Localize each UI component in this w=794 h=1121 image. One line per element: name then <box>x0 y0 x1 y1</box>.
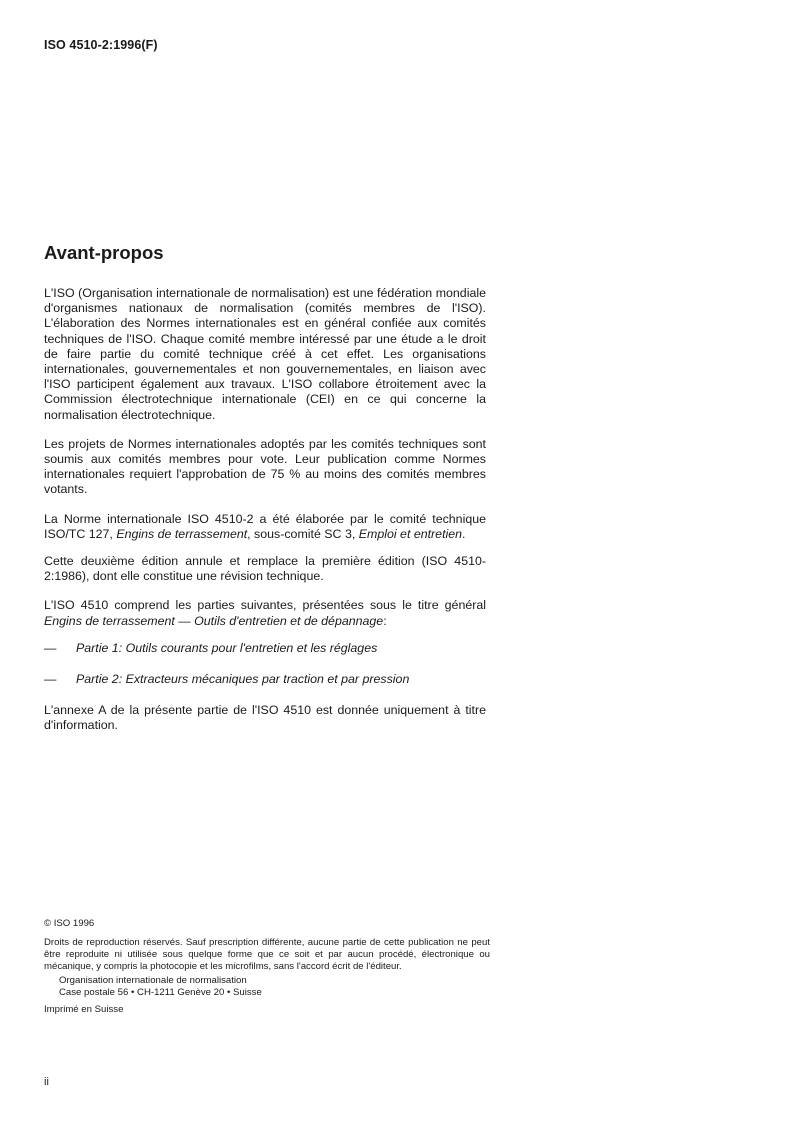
foreword-body <box>44 286 486 748</box>
committee-name: Engins de terrassement <box>116 526 248 541</box>
committee-text-1: La Norme internationale ISO 4510-2 a été élaborée par le comité technique ISO/TC 127, <box>44 511 486 541</box>
page-number: ii <box>44 1076 49 1088</box>
paragraph-committee <box>44 512 486 542</box>
paragraph-parts <box>44 598 486 628</box>
copyright-footer <box>44 918 490 1016</box>
organisation-address: Case postale 56 • CH-1211 Genève 20 • Suisse <box>59 987 262 998</box>
parts-text-2: : <box>383 613 387 628</box>
list-item-text: Partie 1: Outils courants pour l'entretien et les réglages <box>76 640 378 655</box>
paragraph-edition: Cette deuxième édition annule et remplace la première édition (ISO 4510-2:1986), dont elle constitue une révision technique. <box>44 554 486 584</box>
copyright-notice: © ISO 1996 <box>44 918 95 929</box>
list-item <box>44 641 486 656</box>
subcommittee-name: Emploi et entretien <box>358 526 463 541</box>
parts-text-1: L'ISO 4510 comprend les parties suivantes, présentées sous le titre général <box>44 598 486 613</box>
paragraph-voting: Les projets de Normes internationales adoptés par les comités techniques sont soumis aux comités membres pour vote. Leur publication comme Normes internationales requiert l'approbation de 75 % au moins des comités membres votants. <box>44 436 486 497</box>
list-item-text: Partie 2: Extracteurs mécaniques par traction et par pression <box>76 672 410 687</box>
paragraph-organisation: L'ISO (Organisation internationale de normalisation) est une fédération mondiale d'organismes nationaux de normalisation (comités membres de l'ISO). L'élaboration des Normes internationales est en général confiée aux comités techniques de l'ISO. Chaque comité membre intéressé par une étude a le droit de faire partie du comité technique créé à cet effet. Les organisations internationales, gouvernementales et non gouvernementales, en liaison avec l'ISO participent également aux travaux. L'ISO collabore étroitement avec la Commission électrotechnique internationale (CEI) en ce qui concerne la normalisation électrotechnique. <box>44 286 486 422</box>
printed-in: Imprimé en Suisse <box>44 1004 124 1015</box>
committee-text-3: . <box>462 526 466 541</box>
organisation-name: Organisation internationale de normalisation <box>59 975 247 986</box>
general-title: Engins de terrassement — Outils d'entretien et de dépannage <box>44 613 384 628</box>
list-dash: — <box>44 672 57 687</box>
document-id-header: ISO 4510-2:1996(F) <box>44 38 158 52</box>
paragraph-annex: L'annexe A de la présente partie de l'ISO 4510 est donnée uniquement à titre d'information. <box>44 703 486 733</box>
list-item <box>44 672 486 687</box>
list-dash: — <box>44 640 57 655</box>
section-title: Avant-propos <box>44 242 164 263</box>
rights-statement: Droits de reproduction réservés. Sauf prescription différente, aucune partie de cette publication ne peut être reproduite ni utilisée sous quelque forme que ce soit et par aucun procédé, électronique ou mécanique, y compris la photocopie et les microfilms, sans l'accord écrit de l'éditeur. <box>44 937 490 972</box>
committee-text-2: , sous-comité SC 3, <box>247 526 359 541</box>
